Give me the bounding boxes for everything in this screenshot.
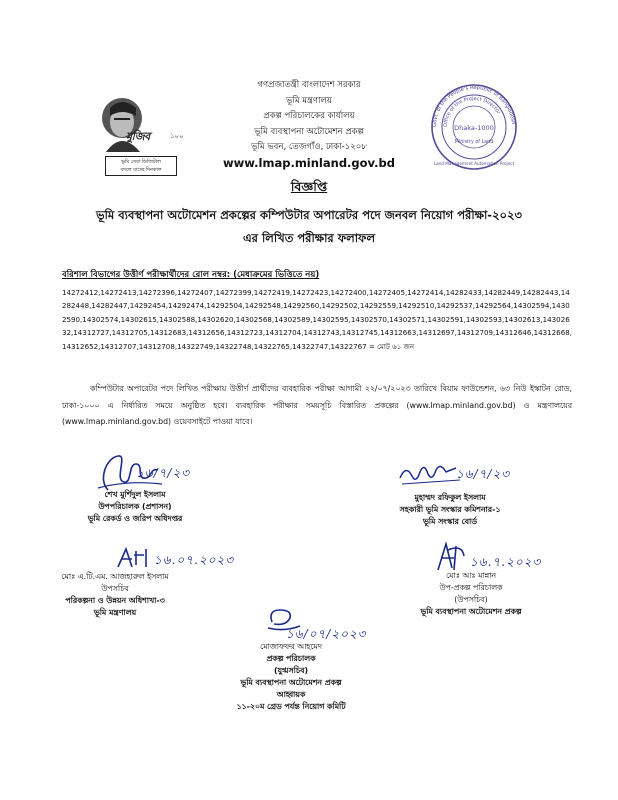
slogan-box <box>105 156 177 176</box>
signatory-rank: (উপসচিব) <box>454 595 488 604</box>
practical-exam-paragraph: কম্পিউটার অপারেটর পদে লিখিত পরীক্ষায় উত্তীর্ণ প্রার্থীদের ব্যবহারিক পরীক্ষা আগামী ২২/০৭/২০২৩ তারিখে বিয়াম ফাউন্ডেশন, ৬৩ নিউ ইস্কাটন রোড, ঢাকা-১০০০ এ নির্ধারিত সময়ে অনুষ্ঠিত হবে। ব্যবহারিক পরীক্ষার সময়সূচি বিস্তারিত প্রকল্পের (www.lmap.minland.gov.bd) ও মন্ত্রণালয়ের (www.lmap.minland.gov.bd) ওয়েবসাইটে পাওয়া যাবে। <box>62 384 572 426</box>
signatory-block <box>380 492 520 528</box>
signature-scribble-icon <box>432 540 468 574</box>
signature-date: ১৬.০৭.২০২৩ <box>154 553 235 567</box>
header-line: প্রকল্প পরিচালকের কার্যালয় <box>263 111 355 121</box>
signatory-committee: ১১-২০ম গ্রেড পর্যন্ত নিয়োগ কমিটি <box>236 702 346 711</box>
seal-outer-text: Govt. of the People's Republic of Bangladesh <box>431 84 516 128</box>
signatory-designation: উপ-প্রকল্প পরিচালক <box>439 583 503 592</box>
signatory-name: মোঃ এ.টি.এম. আজহারুল ইসলাম <box>61 572 169 581</box>
signatory-block <box>60 489 210 525</box>
organization-header <box>186 78 432 171</box>
slogan-line: ভূমি সেবা ডিজিটাল <box>121 159 161 165</box>
subject-line: এর লিখিত পরীক্ষার ফলাফল <box>242 231 376 245</box>
website-link[interactable]: www.lmap.minland.gov.bd <box>223 155 395 170</box>
seal-outer-bottom-text: Land Management Automation Project <box>433 161 515 166</box>
header-line: ভূমি মন্ত্রণালয় <box>286 95 332 106</box>
seal-center-text: Dhaka-1000 <box>454 124 494 132</box>
mujib-logo-number: ১০০ <box>170 132 184 140</box>
roll-number-list <box>62 286 572 353</box>
signatory-role: আহ্বায়ক <box>276 690 306 699</box>
roll-heading: বরিশাল বিভাগের উত্তীর্ণ পরীক্ষার্থীদের রোল নম্বর: (মেধাক্রমের ভিত্তিতে নয়) <box>62 270 320 280</box>
signatory-name: মুহাম্মদ রফিকুল ইসলাম <box>414 493 486 502</box>
header-line: ভূমি ব্যবস্থাপনা অটোমেশন প্রকল্প <box>254 126 364 137</box>
notice-title: বিজ্ঞপ্তি <box>290 179 328 194</box>
notice-subject <box>50 204 568 250</box>
seal-inner-bottom-text: Ministry of Land <box>454 140 494 145</box>
signatory-designation: প্রকল্প পরিচালক <box>266 654 316 663</box>
signatory-name: শেখ মুর্শিদুল ইসলাম <box>104 490 166 499</box>
signatory-office: ভূমি সংস্কার বোর্ড <box>423 517 477 526</box>
signatory-designation: উপপরিচালক (প্রশাসন) <box>98 502 172 511</box>
signatory-office: পরিকল্পনা ও উন্নয়ন অধিশাখা-৩ <box>65 596 165 605</box>
signature-date: ১৬/০৭/২০২৩ <box>286 627 367 641</box>
header-line: ভূমি ভবন, তেজগাঁও, ঢাকা-১২০৮ <box>251 142 367 152</box>
official-seal-icon <box>430 83 518 171</box>
signature-date: ১৬/৭/২৩ <box>456 467 511 481</box>
signatory-block <box>60 571 170 619</box>
signature-scribble-icon <box>114 545 154 571</box>
subject-line: ভূমি ব্যবস্থাপনা অটোমেশন প্রকল্পের কম্পিউটার অপারেটর পদে জনবল নিয়োগ পরীক্ষা-২০২৩ <box>96 208 522 222</box>
signatory-office: ভূমি ব্যবস্থাপনা অটোমেশন প্রকল্প <box>420 607 522 616</box>
roll-total: = মোট ৬১ জন <box>368 341 415 351</box>
signatory-rank: (যুগ্মসচিব) <box>273 666 309 675</box>
signature-date: ১৬.৭.২০২৩ <box>470 555 542 569</box>
signatory-name: মোজাফফর আহমেদ <box>260 642 322 651</box>
signatory-name: মোঃ আঃ মান্নান <box>445 571 497 580</box>
signature-date: ১৬/৭/২৩ <box>136 466 191 480</box>
signatory-block <box>376 570 566 618</box>
signatory-block <box>216 641 366 713</box>
seal-inner-text: Office of the Project Director <box>442 95 502 128</box>
slogan-line: বদলে যাচ্ছে দিনকাল <box>120 167 162 173</box>
mujib-logo-text: মুজিব <box>126 130 150 143</box>
header-line: গণপ্রজাতন্ত্রী বাংলাদেশ সরকার <box>257 80 361 90</box>
signatory-office: ভূমি রেকর্ড ও জরিপ অধিদপ্তর <box>87 514 183 523</box>
signatory-designation: উপসচিব <box>101 584 129 593</box>
signatory-designation: সহকারী ভূমি সংস্কার কমিশনার-১ <box>399 505 501 514</box>
roll-numbers: 14272412,14272413,14272396,14272407,14272399,14272419,14272423,14272400,14272405,14272414,14282433,14282449,14282443,14282448,14282447,14292454,14292474,14292504,14292548,14292560,14292502,14292559,14292510,14292537,14292564,14302594,14302590,14302574,14302615,14302588,14302620,14302568,14302589,14302595,14302570,14302571,14302591,14302593,14302613,14302632,14312727,14312705,14312683,14312656,14312723,14312704,14312743,14312745,14312663,14312697,14312709,14312646,14312668,14312652,14312707,14312708,14322749,14322748,14322765,14322747,14322767 <box>62 288 572 351</box>
signatory-office: ভূমি ব্যবস্থাপনা অটোমেশন প্রকল্প <box>240 678 342 687</box>
signatory-ministry: ভূমি মন্ত্রণালয় <box>93 608 137 617</box>
